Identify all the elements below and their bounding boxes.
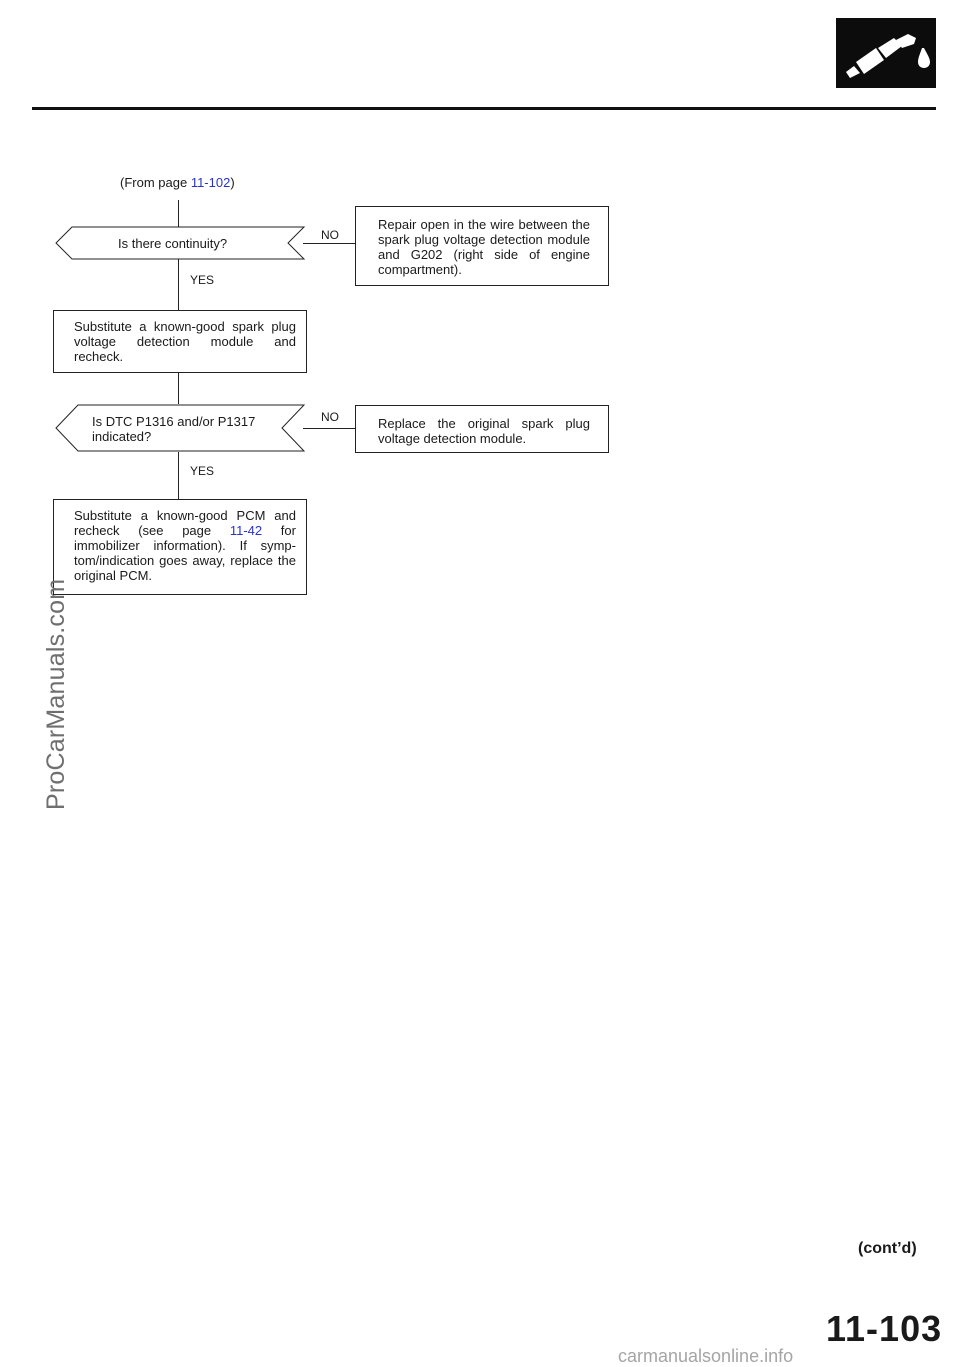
decision-dtc-indicated — [54, 404, 306, 452]
page-number: 11-103 — [826, 1308, 943, 1349]
result-repair-open-wire — [355, 206, 609, 286]
side-watermark: ProCarManuals.com — [42, 578, 70, 810]
connector-line — [178, 452, 179, 499]
yes-label: YES — [190, 464, 215, 478]
fuel-nozzle-icon — [836, 18, 936, 88]
connector-line — [178, 200, 179, 227]
connector-line — [303, 243, 355, 244]
result-repair-open-wire-text: Repair open in the wire between the spark plug voltage detection module and G202 (right side of engine compartment). — [378, 217, 590, 277]
continued-label: (cont’d) — [858, 1240, 917, 1257]
action-substitute-pcm: Substitute a known-good PCM and recheck (see page 11-42 for immobilizer information). If symp-tom/indication goes away, replace the original PCM. — [53, 499, 307, 595]
result-replace-module-text: Replace the original spark plug voltage detection module. — [378, 416, 590, 446]
decision-continuity — [54, 226, 306, 260]
footer-watermark: carmanualsonline.info — [618, 1346, 794, 1366]
connector-line — [178, 258, 179, 310]
yes-label: YES — [190, 273, 215, 287]
connector-line — [178, 372, 179, 404]
no-label: NO — [321, 410, 339, 424]
link-page-11-102[interactable]: 11-102 — [190, 175, 231, 190]
header-rule — [32, 107, 936, 110]
decision-dtc-indicated-text: Is DTC P1316 and/or P1317 indicated? — [92, 414, 256, 444]
link-page-11-42[interactable]: 11-42 — [229, 523, 263, 538]
no-label: NO — [321, 228, 339, 242]
action-substitute-module — [53, 310, 307, 373]
result-replace-module — [355, 405, 609, 453]
decision-continuity-text: Is there continuity? — [118, 236, 228, 251]
action-substitute-module-text: Substitute a known-good spark plug voltage detection module and recheck. — [74, 319, 296, 364]
from-page-reference: (From page 11-102) — [120, 175, 235, 190]
connector-line — [303, 428, 355, 429]
